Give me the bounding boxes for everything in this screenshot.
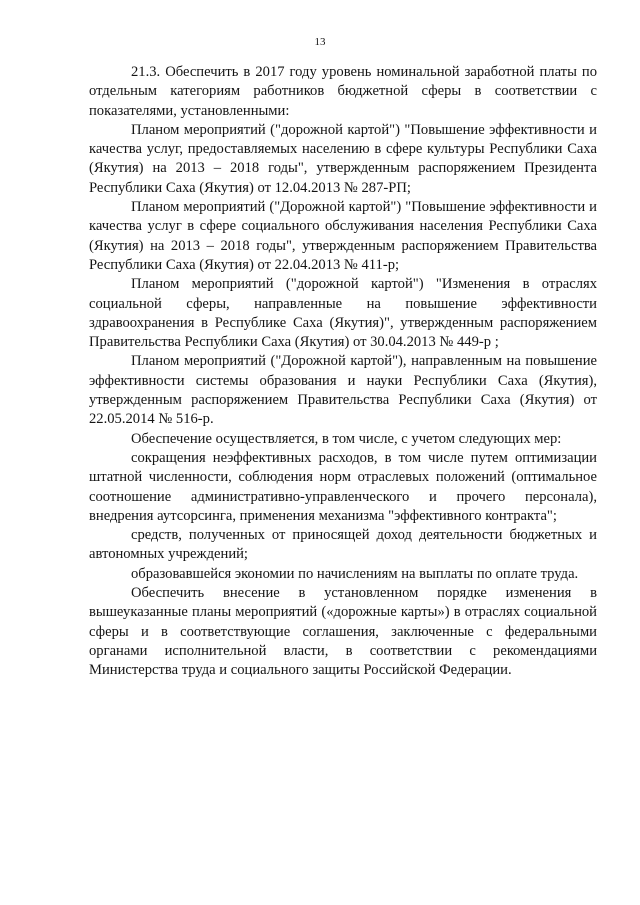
paragraph-social-service-roadmap: Планом мероприятий ("Дорожной картой") "Повышение эффективности и качества услуг в сфере социального обслуживания населения Республики Саха (Якутия) на 2013 – 2018 годы", утвержденным распоряжением Правительства Республики Саха (Якутия) от 22.04.2013 № 411-р; <box>89 199 597 273</box>
document-body <box>89 63 597 681</box>
paragraph-21-3: 21.3. Обеспечить в 2017 году уровень номинальной заработной платы по отдельным категориям работников бюджетной сферы в соответствии с показателями, установленными: <box>89 64 597 119</box>
paragraph-culture-roadmap: Планом мероприятий ("дорожной картой") "Повышение эффективности и качества услуг, предоставляемых населению в сфере культуры Республики Саха (Якутия) на 2013 – 2018 годы", утвержденным распоряжением Президента Республики Саха (Якутия) от 12.04.2013 № 287-РП; <box>89 121 597 196</box>
paragraph-measure-cost-reduction: сокращения неэффективных расходов, в том числе путем оптимизации штатной численности, соблюдения норм отраслевых положений (оптимальное соотношение административно-управленческого и прочего персонала), внедрения аутсорсинга, применения механизма "эффективного контракта"; <box>89 449 597 524</box>
paragraph-measures-intro: Обеспечение осуществляется, в том числе, с учетом следующих мер: <box>131 430 562 447</box>
paragraph-healthcare-roadmap: Планом мероприятий ("дорожной картой") "Изменения в отраслях социальной сферы, направленные на повышение эффективности здравоохранения в Республике Саха (Якутия)", утвержденным распоряжением Правительства Республики Саха (Якутия) от 30.04.2013 № 449-р ; <box>89 276 597 351</box>
paragraph-education-roadmap: Планом мероприятий ("Дорожной картой"), направленным на повышение эффективности системы образования и науки Республики Саха (Якутия), утвержденным распоряжением Правительства Республики Саха (Якутия) от 22.05.2014 № 516-р. <box>89 353 597 428</box>
page-number: 13 <box>314 36 326 48</box>
paragraph-amendments: Обеспечить внесение в установленном порядке изменения в вышеуказанные планы мероприятий («дорожные карты») в отраслях социальной сферы и в соответствующие соглашения, заключенные с федеральными органами исполнительной власти, в соответствии с рекомендациями Министерства труда и социального защиты Российской Федерации. <box>89 585 597 679</box>
paragraph-measure-savings: образовавшейся экономии по начислениям на выплаты по оплате труда. <box>131 565 579 582</box>
paragraph-measure-income-funds: средств, полученных от приносящей доход деятельности бюджетных и автономных учреждений; <box>89 527 597 563</box>
